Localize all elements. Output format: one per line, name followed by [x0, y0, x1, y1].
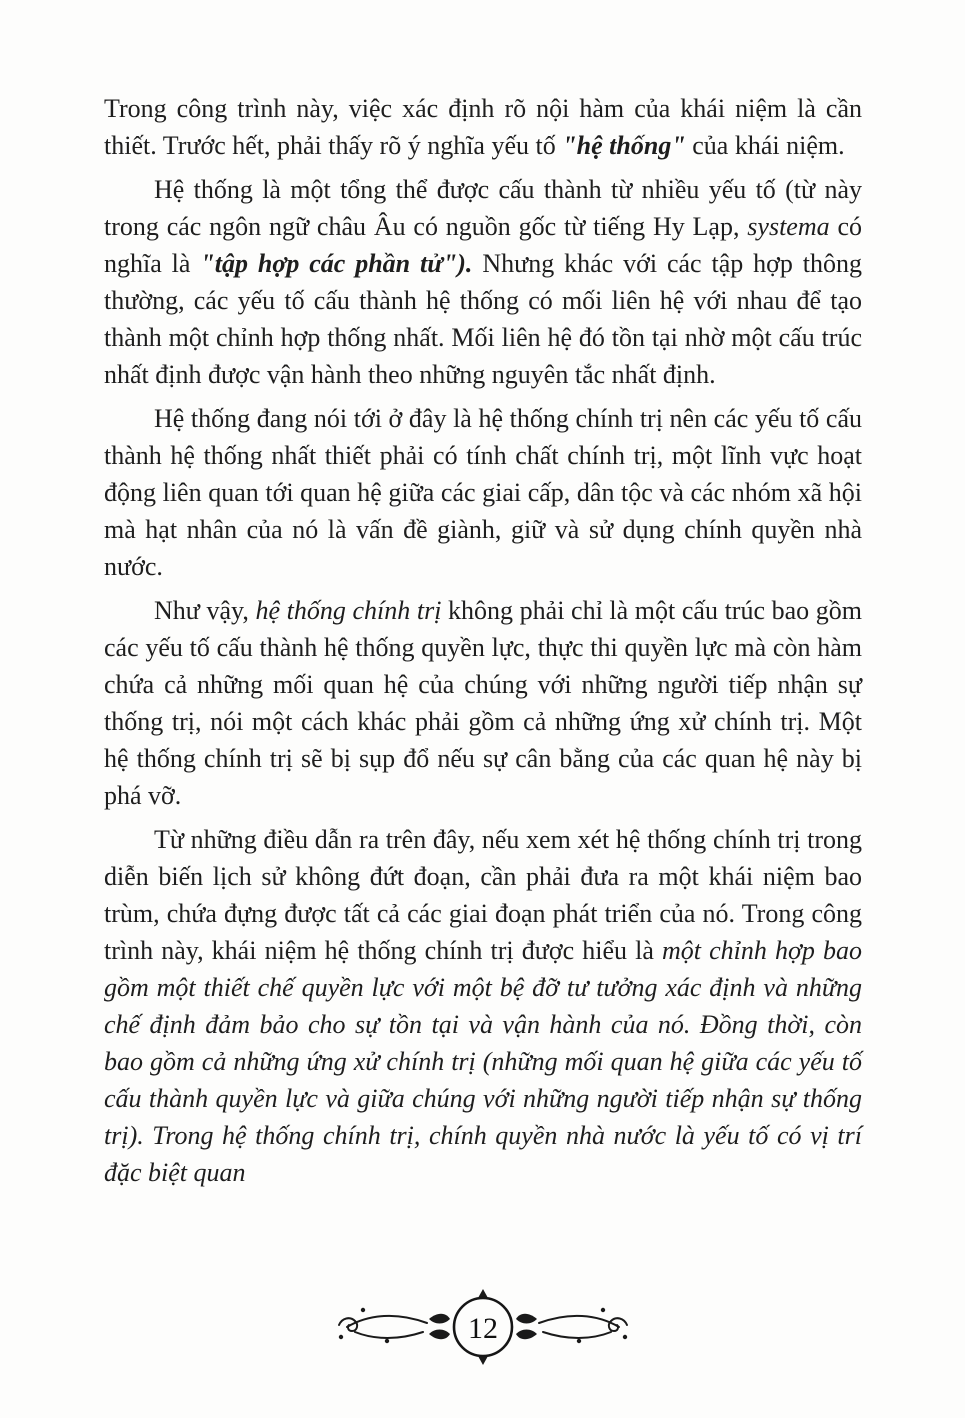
emphasis-run: systema	[747, 212, 830, 241]
page-number: 12	[467, 1312, 498, 1345]
page-number-ornament	[333, 1285, 633, 1369]
emphasis-run: hệ thống chính trị	[255, 596, 442, 625]
paragraph-1	[104, 90, 862, 164]
text-run: của khái niệm.	[685, 131, 845, 160]
text-run: Hệ thống đang nói tới ở đây là hệ thống chính trị nên các yếu tố cấu thành hệ thống nhất thiết phải có tính chất chính trị, một lĩnh vực hoạt động liên quan tới quan hệ giữa các giai cấp, dân tộc và các nhóm xã hội mà hạt nhân của nó là vấn đề giành, giữ và sử dụng chính quyền nhà nước.	[104, 404, 862, 581]
right-flourish	[516, 1308, 627, 1343]
page-footer	[0, 1285, 965, 1369]
text-run: Như vậy,	[154, 596, 256, 625]
left-flourish	[338, 1308, 449, 1343]
text-run: Trong công trình này, việc xác định rõ nội hàm của khái niệm là cần thiết. Trước hết, phải thấy rõ ý nghĩa yếu tố	[104, 94, 862, 160]
text-run: Từ những điều dẫn ra trên đây, nếu xem xét hệ thống chính trị trong diễn biến lịch sử không đứt đoạn, cần phải đưa ra một khái niệm bao trùm, chứa đựng được tất cả các giai đoạn phát triển của nó. Trong công trình này, khái niệm hệ thống chính trị được hiểu là	[104, 825, 862, 965]
emphasis-run: một chỉnh hợp bao gồm một thiết chế quyền lực với một bệ đỡ tư tưởng xác định và những chế định đảm bảo cho sự tồn tại và vận hành của nó. Đồng thời, còn bao gồm cả những ứng xử chính trị (những mối quan hệ giữa các yếu tố cấu thành quyền lực và giữa chúng với những người tiếp nhận sự thống trị). Trong hệ thống chính trị, chính quyền nhà nước là yếu tố có vị trí đặc biệt quan	[104, 936, 863, 1187]
page-text	[104, 90, 862, 1198]
paragraph-3	[104, 400, 862, 585]
paragraph-5	[104, 821, 862, 1191]
text-run: Nhưng khác với các tập hợp thông thường, các yếu tố cấu thành hệ thống có mối liên hệ với nhau để tạo thành một chỉnh hợp thống nhất. Mối liên hệ đó tồn tại nhờ một cấu trúc nhất định được vận hành theo những nguyên tắc nhất định.	[104, 249, 863, 389]
paragraph-2	[104, 171, 862, 393]
text-run: Hệ thống là một tổng thể được cấu thành từ nhiều yếu tố (từ này trong các ngôn ngữ châu Âu có nguồn gốc từ tiếng Hy Lạp,	[104, 175, 862, 241]
paragraph-4	[104, 592, 862, 814]
emphasis-run: "tập hợp các phần tử").	[200, 249, 473, 278]
text-run: có nghĩa là	[104, 212, 862, 278]
text-run: không phải chỉ là một cấu trúc bao gồm các yếu tố cấu thành hệ thống quyền lực, thực thi quyền lực mà còn hàm chứa cả những mối quan hệ của chúng với những người tiếp nhận sự thống trị, nói một cách khác phải gồm cả những ứng xử chính trị. Một hệ thống chính trị sẽ bị sụp đổ nếu sự cân bằng của các quan hệ này bị phá vỡ.	[104, 596, 862, 810]
emphasis-run: "hệ thống"	[562, 131, 686, 160]
